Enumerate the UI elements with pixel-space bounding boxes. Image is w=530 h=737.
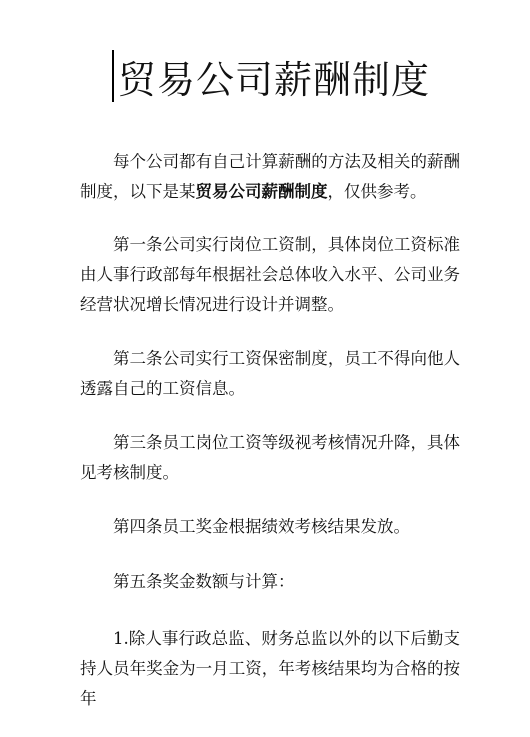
intro-text: 每个公司都有自己计算薪酬的方法及相关的薪酬制度，以下是某 bbox=[80, 152, 460, 201]
paragraph-text: 第二条公司实行工资保密制度，员工不得向他人透露自己的工资信息。 bbox=[80, 349, 460, 398]
paragraph-text: 1.除人事行政总监、财务总监以外的以下后勤支持人员年奖金为一月工资，年考核结果均为合格的按年 bbox=[80, 629, 460, 708]
intro-bold-text: 贸易公司薪酬制度 bbox=[195, 182, 328, 201]
paragraph-article-5 bbox=[80, 567, 460, 597]
paragraph-text: 第一条公司实行岗位工资制，具体岗位工资标准由人事行政部每年根据社会总体收入水平、公司业务经营状况增长情况进行设计并调整。 bbox=[80, 235, 460, 314]
intro-paragraph bbox=[80, 147, 460, 207]
paragraph-article-2 bbox=[80, 344, 460, 404]
text-cursor bbox=[112, 50, 114, 102]
paragraph-article-1 bbox=[80, 230, 460, 320]
paragraph-item-1 bbox=[80, 624, 460, 714]
paragraph-text: 第五条奖金数额与计算： bbox=[113, 572, 295, 591]
document-title: 贸易公司薪酬制度 bbox=[118, 57, 431, 102]
paragraph-text: 第三条员工岗位工资等级视考核情况升降，具体见考核制度。 bbox=[80, 433, 460, 482]
title-area bbox=[112, 48, 430, 104]
intro-tail-text: ，仅供参考。 bbox=[327, 182, 427, 201]
paragraph-article-3 bbox=[80, 428, 460, 488]
paragraph-article-4 bbox=[80, 512, 460, 542]
paragraph-text: 第四条员工奖金根据绩效考核结果发放。 bbox=[113, 517, 410, 536]
